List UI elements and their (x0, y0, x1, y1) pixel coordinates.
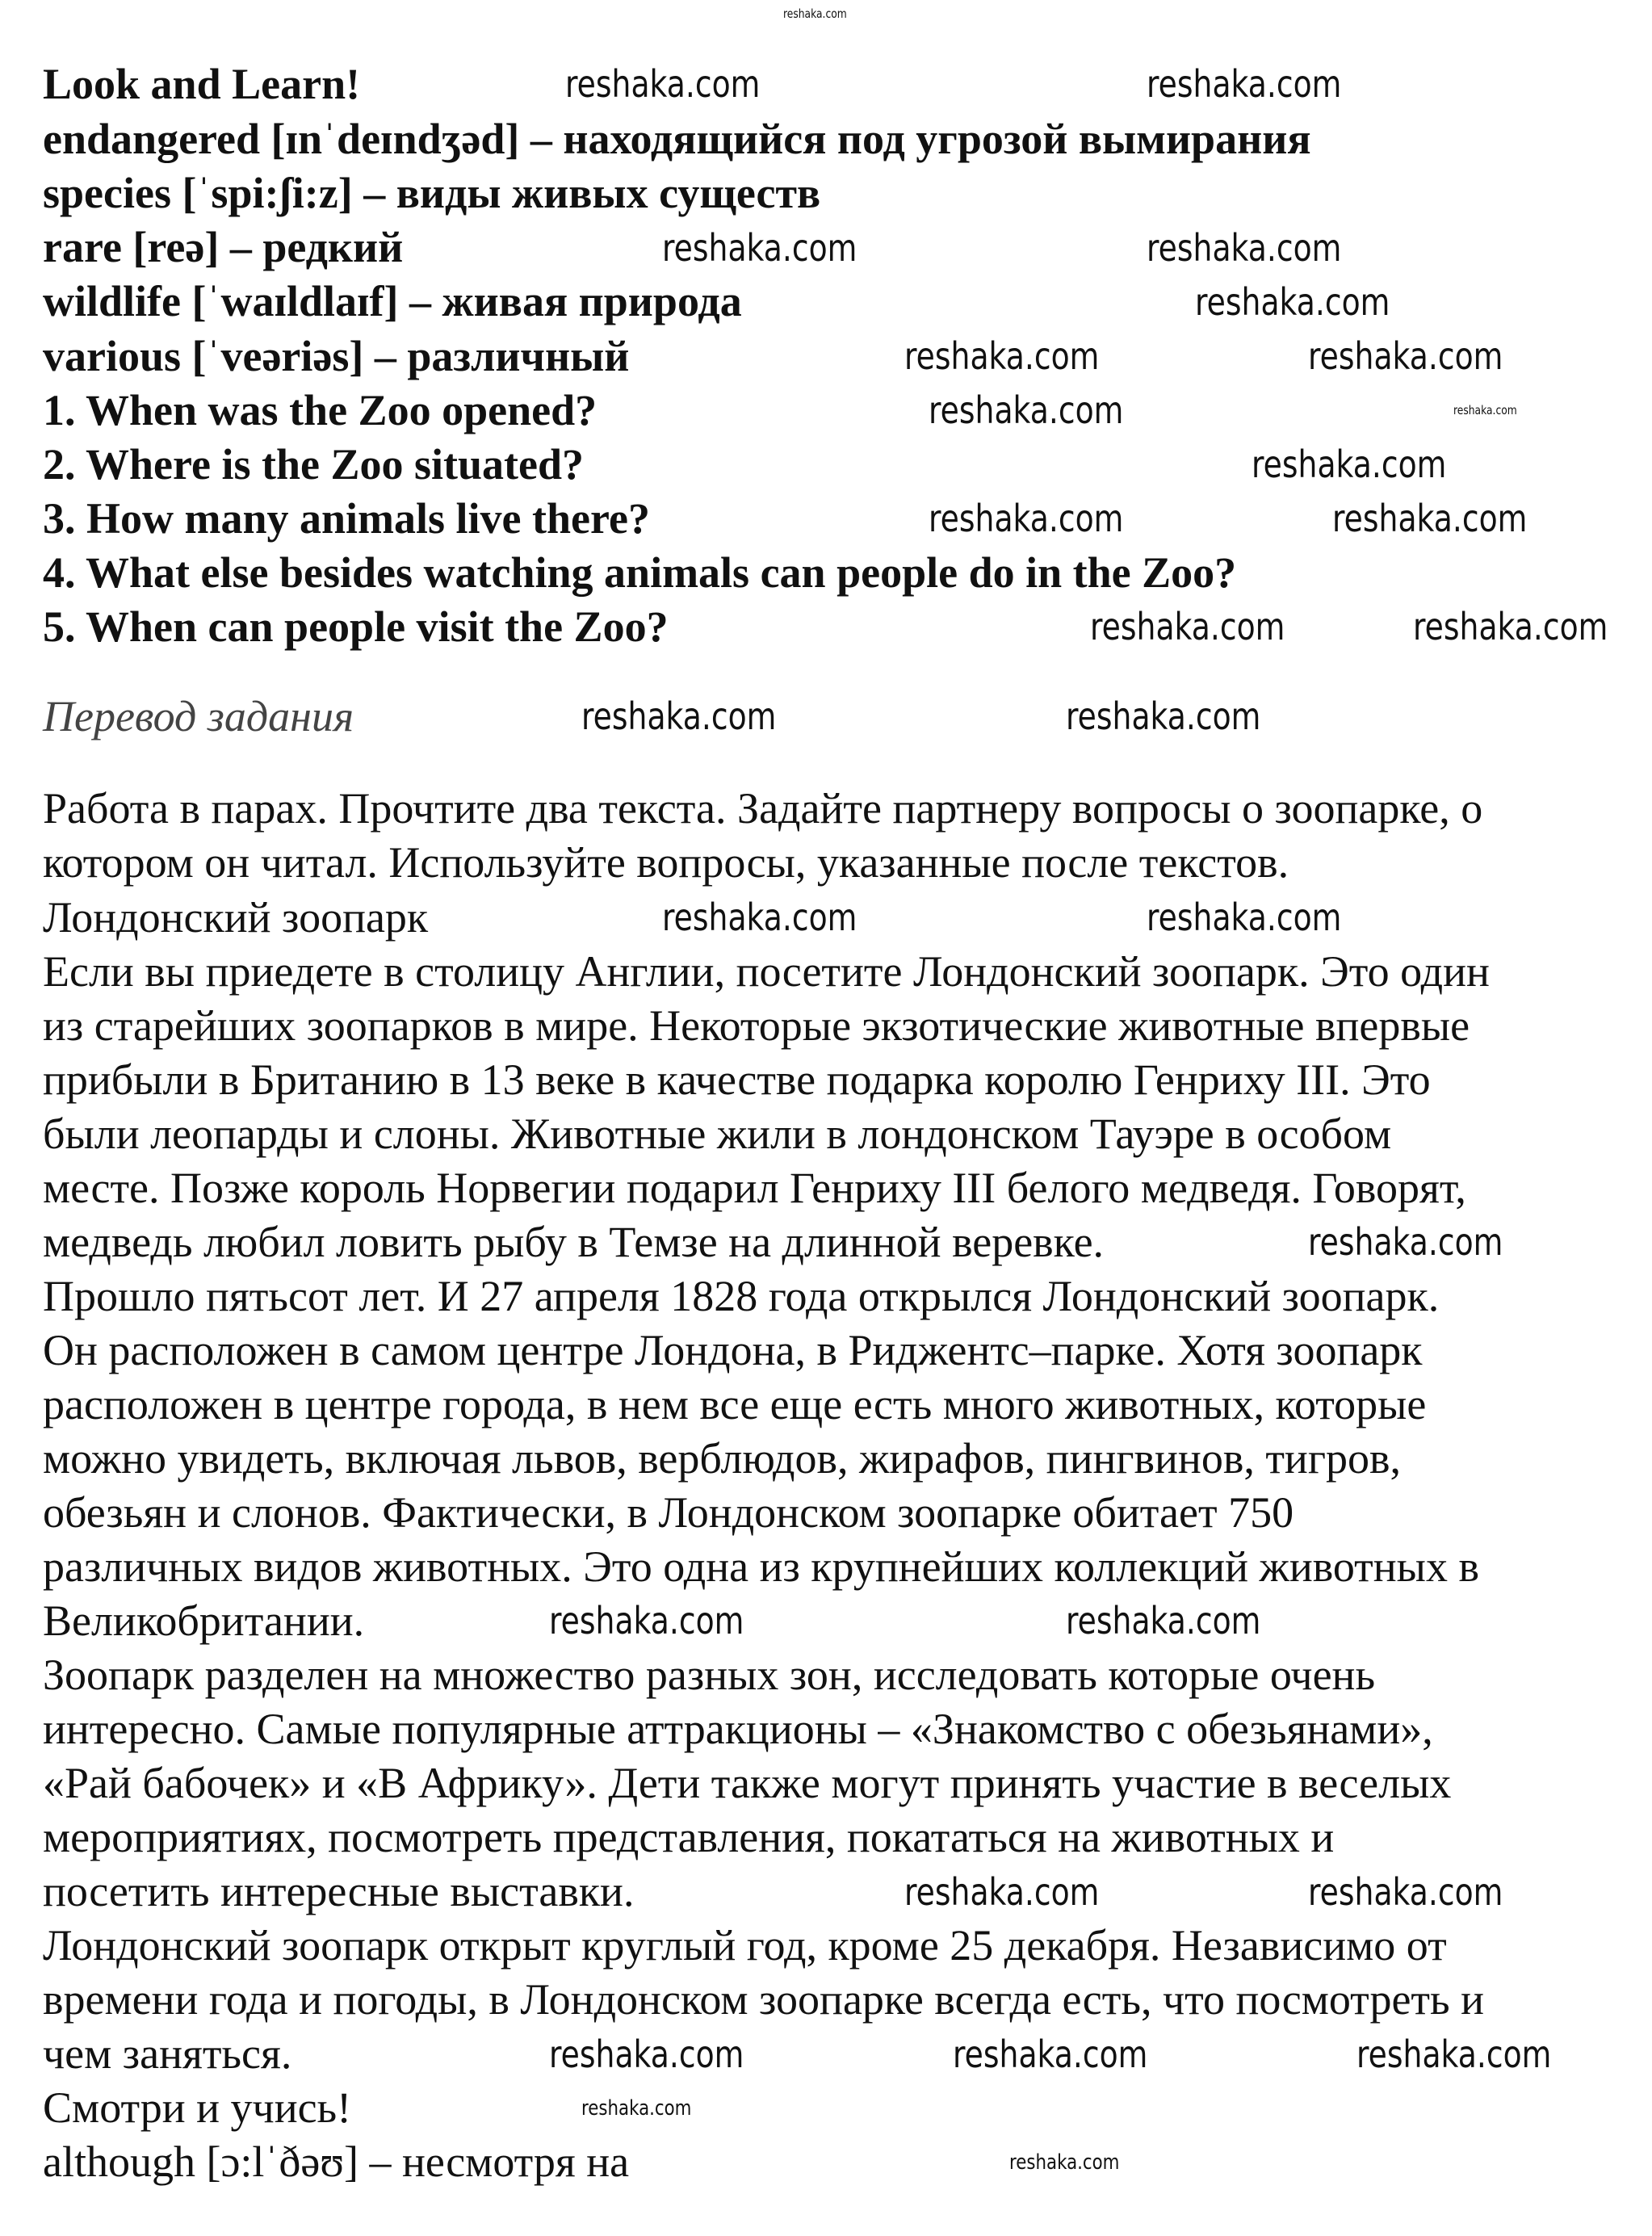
watermark-text: reshaka.com (953, 2032, 1148, 2076)
question-item: 3. How many animals live there? (43, 493, 650, 543)
translation-line: Лондонский зоопарк открыт круглый год, кроме 25 декабря. Независимо от (43, 1921, 1447, 1970)
translation-line: были леопарды и слоны. Животные жили в лондонском Тауэре в особом (43, 1109, 1392, 1158)
translation-line: Он расположен в самом центре Лондона, в Риджентс–парке. Хотя зоопарк (43, 1325, 1423, 1374)
watermark-text: reshaka.com (1147, 896, 1342, 940)
watermark-text: reshaka.com (549, 2032, 744, 2076)
translation-line: расположен в центре города, в нем все еще есть много животных, которые (43, 1379, 1427, 1428)
translation-line: Прошло пятьсот лет. И 27 апреля 1828 года открылся Лондонский зоопарк. (43, 1271, 1440, 1320)
translation-line: Смотри и учись! (43, 2083, 352, 2133)
watermark-text: reshaka.com (549, 1599, 744, 1643)
watermark-text: reshaka.com (1252, 443, 1447, 487)
translation-line: можно увидеть, включая львов, верблюдов, жирафов, пингвинов, тигров, (43, 1433, 1401, 1483)
translation-line: из старейших зоопарков в мире. Некоторые экзотические животные впервые (43, 1001, 1470, 1050)
watermark-text: reshaka.com (1147, 62, 1342, 107)
translation-line: различных видов животных. Это одна из крупнейших коллекций животных в (43, 1542, 1479, 1591)
translation-line: мероприятиях, посмотреть представления, покататься на животных и (43, 1813, 1335, 1862)
translation-line: посетить интересные выставки. (43, 1867, 635, 1916)
watermark-text: reshaka.com (904, 1869, 1100, 1914)
translation-line: времени года и погоды, в Лондонском зоопарке всегда есть, что посмотреть и (43, 1975, 1485, 2024)
watermark-text: reshaka.com (783, 6, 847, 22)
watermark-text: reshaka.com (929, 388, 1124, 433)
watermark-text: reshaka.com (1147, 225, 1342, 270)
translation-line: медведь любил ловить рыбу в Темзе на длинной веревке. (43, 1217, 1105, 1266)
watermark-text: reshaka.com (1195, 279, 1390, 324)
vocabulary-heading: Look and Learn! (43, 59, 361, 108)
translation-line: чем заняться. (43, 2029, 292, 2079)
watermark-text: reshaka.com (1413, 605, 1608, 649)
vocabulary-entry: endangered [ɪnˈdeɪndʒəd] – находящийся под угрозой вымирания (43, 115, 1311, 164)
watermark-text: reshaka.com (1308, 1869, 1503, 1914)
vocabulary-entry: wildlife [ˈwaɪldlaɪf] – живая природа (43, 277, 742, 326)
watermark-text: reshaka.com (904, 334, 1100, 378)
watermark-text: reshaka.com (581, 694, 777, 739)
vocabulary-entry: species [ˈspi:ʃi:z] – виды живых существ (43, 169, 821, 218)
translation-line: месте. Позже король Норвегии подарил Генриху III белого медведя. Говорят, (43, 1163, 1466, 1212)
translation-line: although [ɔ:lˈðəʊ] – несмотря на (43, 2137, 630, 2187)
watermark-text: reshaka.com (565, 62, 761, 107)
watermark-text: reshaka.com (1356, 2032, 1552, 2076)
question-item: 4. What else besides watching animals can people do in the Zoo? (43, 547, 1237, 597)
watermark-text: reshaka.com (1066, 694, 1261, 739)
watermark-text: reshaka.com (662, 896, 857, 940)
translation-line: котором он читал. Используйте вопросы, указанные после текстов. (43, 838, 1289, 887)
translation-heading: Перевод задания (43, 691, 354, 740)
watermark-text: reshaka.com (1308, 1220, 1503, 1265)
translation-line: интересно. Самые популярные аттракционы – «Знакомство с обезьянами», (43, 1704, 1433, 1753)
vocabulary-entry: various [ˈveəriəs] – различный (43, 331, 630, 380)
translation-line: обезьян и слонов. Фактически, в Лондонском зоопарке обитает 750 (43, 1487, 1294, 1537)
translation-line: Если вы приедете в столицу Англии, посетите Лондонский зоопарк. Это один (43, 946, 1490, 996)
watermark-text: reshaka.com (662, 225, 857, 270)
translation-line: «Рай бабочек» и «В Африку». Дети также могут принять участие в веселых (43, 1759, 1452, 1808)
watermark-text: reshaka.com (1066, 1599, 1261, 1643)
vocabulary-entry: rare [reə] – редкий (43, 223, 404, 272)
watermark-text: reshaka.com (1332, 497, 1528, 541)
watermark-text: reshaka.com (581, 2095, 692, 2121)
question-item: 1. When was the Zoo opened? (43, 385, 597, 434)
question-item: 2. Where is the Zoo situated? (43, 439, 585, 489)
watermark-text: reshaka.com (1453, 402, 1517, 417)
translation-line: прибыли в Британию в 13 веке в качестве подарка королю Генриху III. Это (43, 1055, 1431, 1104)
watermark-text: reshaka.com (1090, 605, 1285, 649)
translation-line: Работа в парах. Прочтите два текста. Задайте партнеру вопросы о зоопарке, о (43, 784, 1483, 833)
watermark-text: reshaka.com (1308, 334, 1503, 378)
translation-line: Лондонский зоопарк (43, 892, 429, 942)
question-item: 5. When can people visit the Zoo? (43, 602, 669, 651)
translation-line: Великобритании. (43, 1596, 365, 1645)
watermark-text: reshaka.com (1009, 2150, 1120, 2175)
translation-line: Зоопарк разделен на множество разных зон, исследовать которые очень (43, 1650, 1376, 1699)
watermark-text: reshaka.com (929, 497, 1124, 541)
